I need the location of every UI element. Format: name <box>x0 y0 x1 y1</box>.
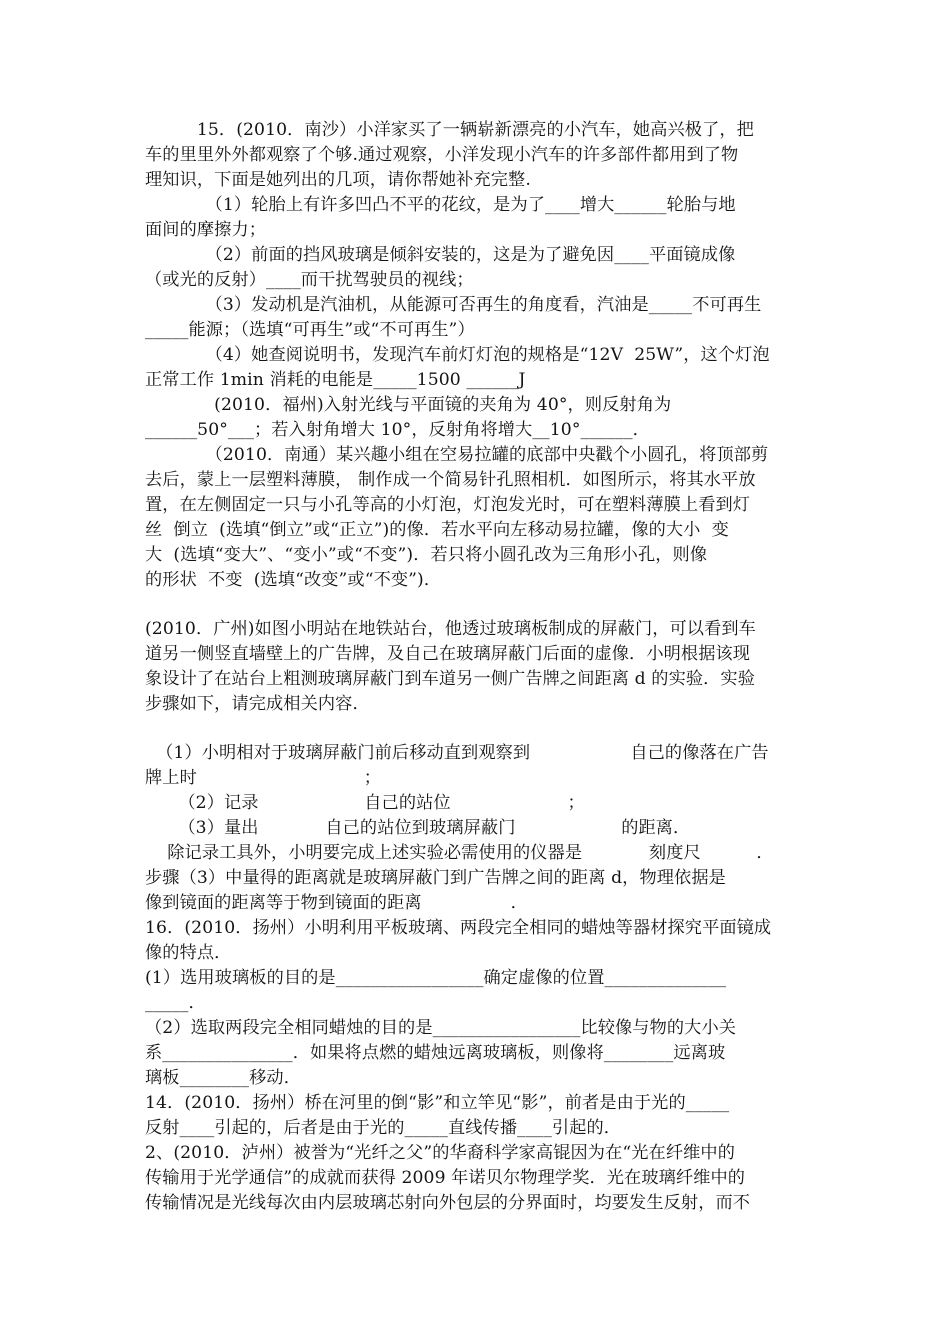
text-line: 15．(2010．南沙）小洋家买了一辆崭新漂亮的小汽车，她高兴极了，把 <box>145 120 754 140</box>
text-line: 传输用于光学通信”的成就而获得 2009 年诺贝尔物理学奖．光在玻璃纤维中的 <box>145 1168 746 1188</box>
text-line: 传输情况是光线每次由内层玻璃芯射向外包层的分界面时，均要发生反射，而不 <box>145 1193 751 1213</box>
text-line: 像的特点． <box>145 943 232 963</box>
text-line: （3）发动机是汽油机，从能源可否再生的角度看，汽油是_____不可再生 <box>145 295 762 315</box>
text-line: 理知识，下面是她列出的几项，请你帮她补充完整. <box>145 170 531 190</box>
text-line: （4）她查阅说明书，发现汽车前灯灯泡的规格是“12V 25W”，这个灯泡 <box>145 345 770 365</box>
text-line: ______50°___；若入射角增大 10°，反射角将增大__10°______． <box>145 420 650 440</box>
text-line: （2）前面的挡风玻璃是倾斜安装的，这是为了避免因____平面镜成像 <box>145 245 736 265</box>
text-line: 牌上时 ； <box>145 768 382 788</box>
paragraph-gap <box>145 593 815 617</box>
text-line: 系_______________．如果将点燃的蜡烛远离玻璃板，则像将________远离玻 <box>145 1043 726 1063</box>
text-line: （2）记录 自己的站位 ； <box>145 793 585 813</box>
text-line: (2010．福州)入射光线与平面镜的夹角为 40°，则反射角为 <box>145 395 672 415</box>
text-line: 车的里里外外都观察了个够.通过观察，小洋发现小汽车的许多部件都用到了物 <box>145 145 739 165</box>
text-line: 2、(2010．泸州）被誉为“光纤之父”的华裔科学家高锟因为在“光在纤维中的 <box>145 1143 735 1163</box>
text-line: 去后，蒙上一层塑料薄膜， 制作成一个简易针孔照相机．如图所示，将其水平放 <box>145 470 756 490</box>
text-line: 像到镜面的距离等于物到镜面的距离 ． <box>145 893 528 913</box>
text-line: (1）选用玻璃板的目的是_________________确定虚像的位置______________ <box>145 968 727 988</box>
text-line: 大 (选填“变大”、“变小”或“不变”)．若只将小圆孔改为三角形小孔，则像 <box>145 545 708 565</box>
text-line: 步骤（3）中量得的距离就是玻璃屏蔽门到广告牌之间的距离 d，物理依据是 <box>145 868 726 888</box>
text-line: 除记录工具外，小明要完成上述实验必需使用的仪器是 刻度尺 ． <box>145 843 774 863</box>
text-line: 面间的摩擦力； <box>145 220 267 240</box>
text-line: 道另一侧竖直墙壁上的广告牌，及自己在玻璃屏蔽门后面的虚像．小明根据该现 <box>145 644 751 664</box>
text-line: （2010．南通）某兴趣小组在空易拉罐的底部中央戳个小圆孔，将顶部剪 <box>145 445 769 465</box>
text-line: （或光的反射）____而干扰驾驶员的视线； <box>145 270 474 290</box>
text-line: （1）轮胎上有许多凹凸不平的花纹，是为了____增大______轮胎与地 <box>145 195 736 215</box>
text-line: 正常工作 1min 消耗的电能是_____1500 ______J <box>145 370 526 390</box>
text-line: (2010．广州)如图小明站在地铁站台，他透过玻璃板制成的屏蔽门，可以看到车 <box>145 619 756 639</box>
text-line: 置，在左侧固定一只与小孔等高的小灯泡，灯泡发光时，可在塑料薄膜上看到灯 <box>145 495 751 515</box>
text-line: 璃板________移动． <box>145 1068 301 1088</box>
text-line: _____． <box>145 993 206 1013</box>
paragraph-gap <box>145 717 815 741</box>
text-line: 的形状 不变 (选填“改变”或“不变”)． <box>145 570 442 590</box>
text-line: 16．(2010．扬州）小明利用平板玻璃、两段完全相同的蜡烛等器材探究平面镜成 <box>145 918 772 938</box>
text-line: （3）量出 自己的站位到玻璃屏蔽门 的距离． <box>145 818 691 838</box>
text-line: 象设计了在站台上粗测玻璃屏蔽门到车道另一侧广告牌之间距离 d 的实验．实验 <box>145 669 756 689</box>
text-line: （1）小明相对于玻璃屏蔽门前后移动直到观察到 自己的像落在广告 <box>145 743 769 763</box>
text-line: 丝 倒立 (选填“倒立”或“正立”)的像．若水平向左移动易拉罐，像的大小 变 <box>145 520 729 540</box>
document-page <box>145 118 815 1216</box>
text-line: 步骤如下，请完成相关内容． <box>145 694 370 714</box>
text-line: 14．(2010．扬州）桥在河里的倒“影”和立竿见“影”，前者是由于光的_____ <box>145 1093 730 1113</box>
text-line: （2）选取两段完全相同蜡烛的目的是_________________比较像与物的大小关 <box>145 1018 737 1038</box>
text-line: _____能源；（选填“可再生”或“不可再生”） <box>145 320 475 340</box>
text-line: 反射____引起的，后者是由于光的_____直线传播____引起的． <box>145 1118 622 1138</box>
